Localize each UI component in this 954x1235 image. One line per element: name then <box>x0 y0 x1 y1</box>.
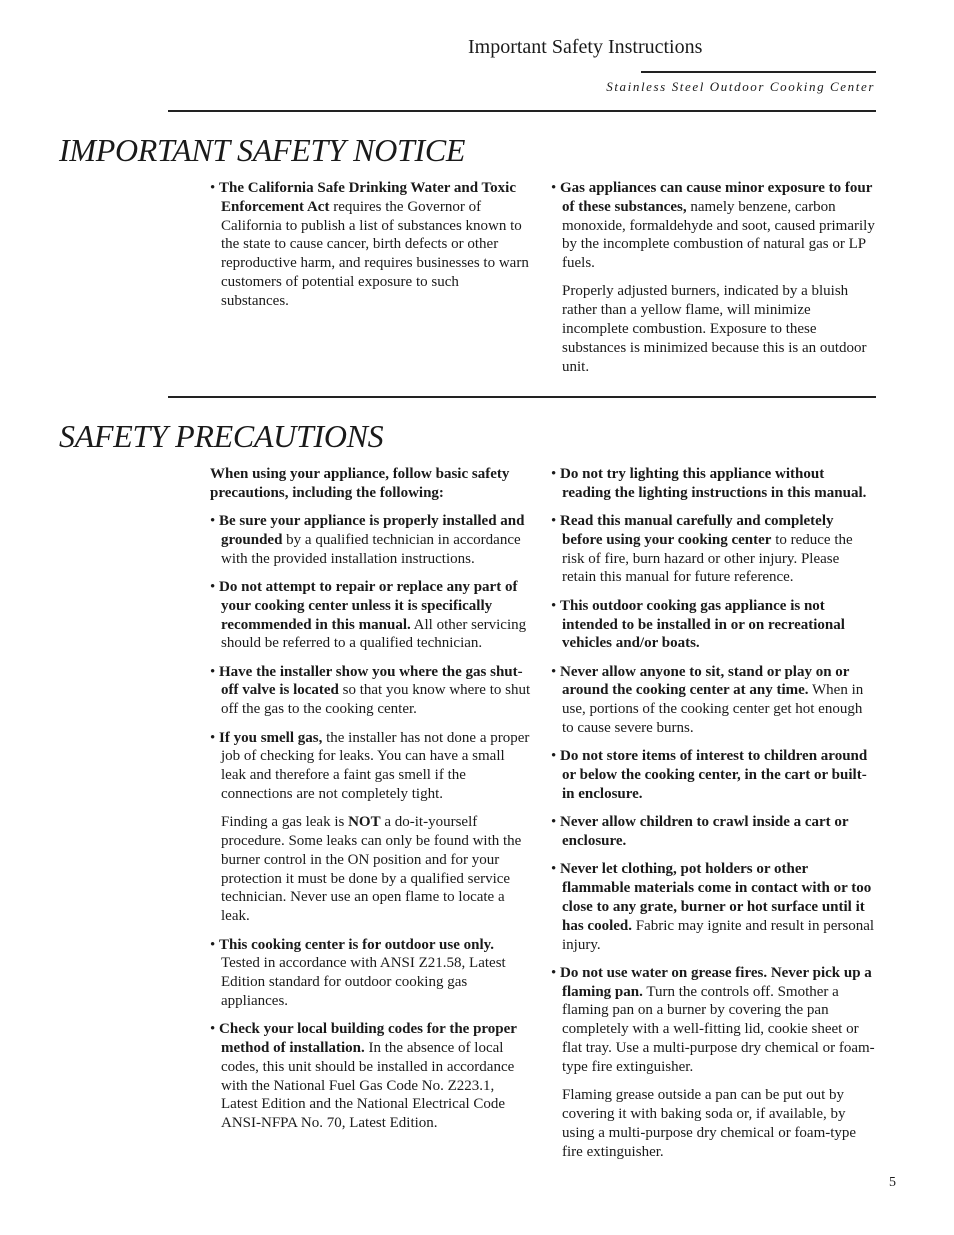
precautions-left-column <box>210 465 532 1143</box>
bold-text: If you smell gas, <box>219 729 323 746</box>
notice-bullet-gas: • Gas appliances can cause minor exposure to four of these substances, namely benzene, carbon monoxide, formaldehyde and soot, caused primarily by the incomplete combustion of natural gas or LP fuels. <box>551 180 875 272</box>
body-text: so that you know where to shut off the gas to the cooking center. <box>221 682 531 718</box>
precaution-gas-leak <box>210 813 532 926</box>
body-text: namely benzene, carbon monoxide, formaldehyde and soot, caused primarily by the incomplete combustion of natural gas or LP fuels. <box>562 198 875 272</box>
header-title: Important Safety Instructions <box>468 36 703 58</box>
body-text: to reduce the risk of fire, burn hazard or other injury. Please retain this manual for future reference. <box>562 531 853 586</box>
body-text: In the absence of local codes, this unit should be installed in accordance with the National Fuel Gas Code No. Z223.1, Latest Edition and the National Electrical Code ANSI-NFPA No. 70, Latest Edition. <box>221 1040 515 1132</box>
bold-text: Do not store items of interest to children around or below the cooking center, in the cart or built-in enclosure. <box>560 748 868 802</box>
bold-text: Never allow anyone to sit, stand or play on or around the cooking center at any time. <box>560 663 850 699</box>
header-rule <box>641 71 876 73</box>
bold-text: Check your local building codes for the proper method of installation. <box>219 1021 517 1057</box>
precaution-lighting: • Do not try lighting this appliance without reading the lighting instructions in this manual. <box>551 466 867 501</box>
bold-text: Do not use water on grease fires. Never pick up a flaming pan. <box>560 964 872 1000</box>
header-subtitle: Stainless Steel Outdoor Cooking Center <box>606 79 875 94</box>
body-text: requires the Governor of California to publish a list of substances known to the state to cause cancer, birth defects or other reproductive harm, and requires businesses to warn customers of potential exposure to such substances. <box>221 198 529 309</box>
bold-text: The California Safe Drinking Water and Toxic Enforcement Act <box>219 180 517 215</box>
bold-text: When using your appliance, follow basic safety precautions, including the following: <box>210 466 510 501</box>
precaution-repair: • Do not attempt to repair or replace any part of your cooking center unless it is specifically recommended in this manual. All other servicing should be referred to a qualified technician. <box>210 578 527 652</box>
precaution-building-codes: • Check your local building codes for the proper method of installation. In the absence of local codes, this unit should be installed in accordance with the National Fuel Gas Code No. Z223.1, Latest Edition and the National Electrical Code ANSI-NFPA No. 70, Latest Edition. <box>210 1021 517 1132</box>
precaution-sit-stand: • Never allow anyone to sit, stand or play on or around the cooking center at any time. When in use, portions of the cooking center get hot enough to cause severe burns. <box>551 663 864 737</box>
precautions-intro <box>210 465 532 503</box>
bold-text: Never let clothing, pot holders or other flammable materials come in contact with or too close to any grate, burner or hot surface until it has cooled. <box>560 861 872 934</box>
precaution-grease-fires: • Do not use water on grease fires. Never pick up a flaming pan. Turn the controls off. Smother a flaming pan on a burner by covering the pan completely with a well-fitting lid, cookie sheet or flat tray. Use a multi-purpose dry chemical or foam-type fire extinguisher. <box>551 964 875 1075</box>
notice-title: IMPORTANT SAFETY NOTICE <box>59 132 466 168</box>
notice-left-column <box>210 179 530 320</box>
bold-text: This outdoor cooking gas appliance is not intended to be installed in or on recreational vehicles and/or boats. <box>560 597 845 652</box>
bold-text: NOT <box>348 814 381 831</box>
body-text: All other servicing should be referred to a qualified technician. <box>221 616 527 652</box>
middle-divider <box>168 396 876 398</box>
bold-text: Gas appliances can cause minor exposure to four of these substances, <box>560 180 873 215</box>
body-text: Fabric may ignite and result in personal injury. <box>562 917 875 953</box>
notice-bullet-california: • The California Safe Drinking Water and Toxic Enforcement Act requires the Governor of California to publish a list of substances known to the state to cause cancer, birth defects or other reproductive harm, and requires businesses to warn customers of potential exposure to such substances. <box>210 180 529 309</box>
bold-text: Be sure your appliance is properly installed and grounded <box>219 513 525 548</box>
body-text: Turn the controls off. Smother a flaming pan on a burner by covering the pan completely with a well-fitting lid, cookie sheet or flat tray. Use a multi-purpose dry chemical or foam-type fire extinguisher. <box>562 983 875 1075</box>
precaution-installed-grounded: • Be sure your appliance is properly installed and grounded by a qualified technician in accordance with the provided installation instructions. <box>210 513 525 567</box>
precaution-store-items: • Do not store items of interest to children around or below the cooking center, in the cart or built-in enclosure. <box>551 748 868 802</box>
precaution-children-crawl: • Never allow children to crawl inside a cart or enclosure. <box>551 814 849 850</box>
body-text: Finding a gas leak is <box>221 814 349 831</box>
bold-text: Have the installer show you where the gas shut-off valve is located <box>219 663 523 699</box>
top-divider <box>168 110 876 112</box>
body-text: the installer has not done a proper job of checking for leaks. You can have a small leak and therefore a faint gas smell if the connections are not completely tight. <box>221 729 530 802</box>
bold-text: Do not try lighting this appliance without reading the lighting instructions in this manual. <box>560 466 867 501</box>
precaution-flaming-grease: Flaming grease outside a pan can be put out by covering it with baking soda or, if available, by using a multi-purpose dry chemical or foam-type fire extinguisher. <box>562 1087 857 1160</box>
page-number: 5 <box>889 1175 896 1190</box>
notice-right-column <box>551 179 876 386</box>
bold-text: Do not attempt to repair or replace any part of your cooking center unless it is specifically recommended in this manual. <box>219 578 518 633</box>
bold-text: Never allow children to crawl inside a cart or enclosure. <box>560 814 849 850</box>
precaution-read-manual: • Read this manual carefully and completely before using your cooking center to reduce the risk of fire, burn hazard or other injury. Please retain this manual for future reference. <box>551 513 853 586</box>
precaution-smell-gas: • If you smell gas, the installer has not done a proper job of checking for leaks. You can have a small leak and therefore a faint gas smell if the connections are not completely tight. <box>210 729 530 802</box>
body-text: by a qualified technician in accordance with the provided installation instructions. <box>221 531 521 567</box>
precautions-title: SAFETY PRECAUTIONS <box>59 418 384 454</box>
precaution-clothing: • Never let clothing, pot holders or other flammable materials come in contact with or too close to any grate, burner or hot surface until it has cooled. Fabric may ignite and result in personal injury. <box>551 861 875 953</box>
precaution-recreational-vehicles: • This outdoor cooking gas appliance is not intended to be installed in or on recreational vehicles and/or boats. <box>551 597 845 652</box>
precaution-shutoff-valve: • Have the installer show you where the gas shut-off valve is located so that you know where to shut off the gas to the cooking center. <box>210 663 531 718</box>
bold-text: Read this manual carefully and completely before using your cooking center <box>560 513 834 548</box>
precaution-outdoor-use: • This cooking center is for outdoor use only. Tested in accordance with ANSI Z21.58, Latest Edition standard for outdoor cooking gas appliances. <box>210 936 506 1009</box>
bold-text: This cooking center is for outdoor use only. <box>219 936 495 953</box>
body-text: a do-it-yourself procedure. Some leaks can only be found with the burner control in the ON position and for your protection it must be done by a qualified service technician. Never use an open flame to locate a leak. <box>221 814 522 925</box>
body-text: When in use, portions of the cooking center get hot enough to cause severe burns. <box>562 682 864 737</box>
body-text: Tested in accordance with ANSI Z21.58, Latest Edition standard for outdoor cooking gas appliances. <box>221 955 506 1009</box>
precautions-right-column <box>551 465 876 1171</box>
notice-paragraph-burners: Properly adjusted burners, indicated by a bluish rather than a yellow flame, will minimize incomplete combustion. Exposure to these substances is minimized because this is an outdoor unit. <box>562 283 867 375</box>
